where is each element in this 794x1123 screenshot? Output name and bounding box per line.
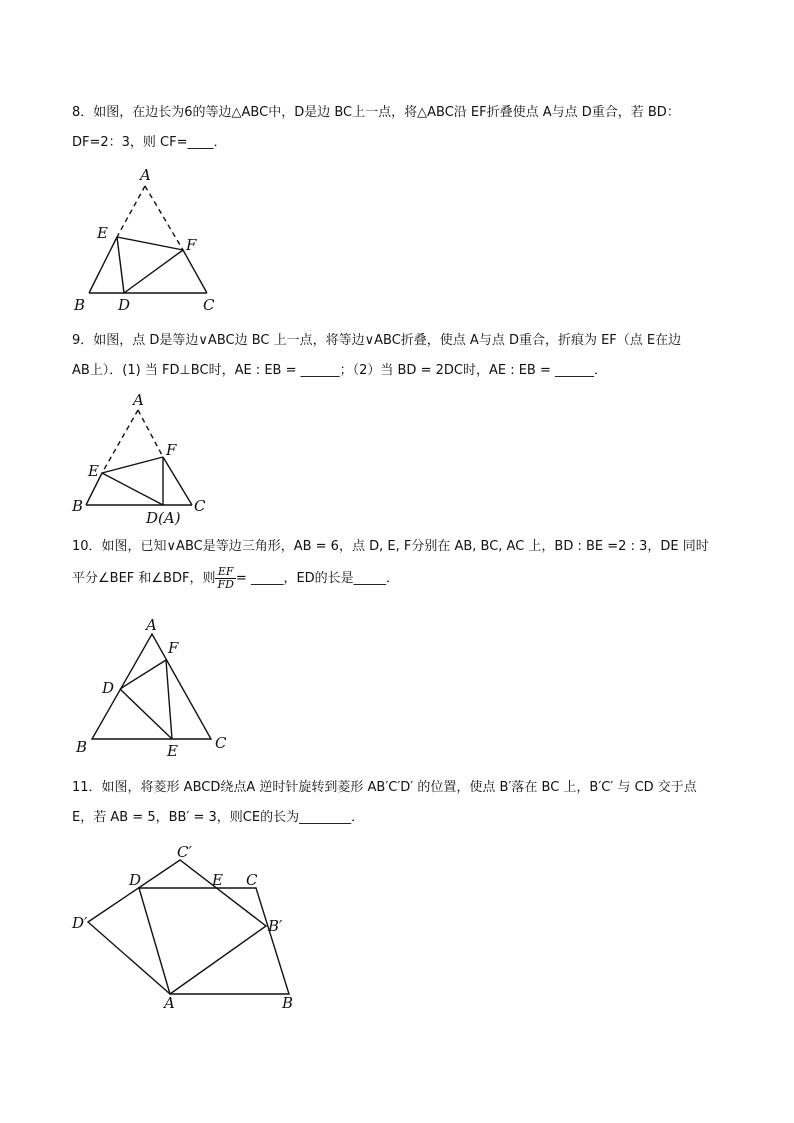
- label-f: F: [168, 639, 179, 657]
- question-8-line-1: 8．如图，在边长为6的等边△ABC中，D是边 BC上一点，将△ABC沿 EF折叠使点 A与点 D重合，若 BD：: [72, 105, 680, 120]
- question-9-line-2: AB上）．(1) 当 FD⊥BC时，AE : EB = ______；（2）当 BD = 2DC时，AE : EB = ______．: [72, 363, 607, 378]
- label-f: F: [166, 441, 177, 459]
- label-c: C: [194, 497, 206, 515]
- label-e: E: [212, 871, 223, 889]
- label-c: C: [215, 734, 227, 752]
- question-10-line-2-prefix: 平分∠BEF 和∠BDF，则: [72, 571, 216, 586]
- label-e: E: [88, 462, 99, 480]
- label-a: A: [146, 616, 157, 634]
- question-8-line-2: DF=2：3，则 CF=____．: [72, 135, 227, 150]
- label-d-a: D(A): [146, 509, 181, 527]
- label-c: C: [203, 296, 215, 314]
- rhombus-abcd: [139, 888, 289, 994]
- label-d: D: [129, 871, 142, 889]
- label-b: B: [76, 738, 88, 756]
- fraction-denominator: FD: [217, 578, 234, 591]
- rhombus-ab-prime-c-prime-d-prime: [88, 860, 266, 994]
- question-9-line-1: 9．如图，点 D是等边∨ABC边 BC 上一点，将等边∨ABC折叠，使点 A与点 D重合，折痕为 EF（点 E在边: [72, 333, 682, 348]
- question-10-line-1: 10．如图，已知∨ABC是等边三角形，AB = 6，点 D, E, F分别在 AB, BC, AC 上，BD : BE =2 : 3，DE 同时: [72, 539, 709, 554]
- label-b: B: [282, 994, 294, 1012]
- label-f: F: [186, 236, 197, 254]
- label-b: B: [72, 497, 84, 515]
- label-d: D: [118, 296, 131, 314]
- label-d-prime: D′: [72, 914, 88, 932]
- label-e: E: [97, 224, 108, 242]
- label-a: A: [133, 391, 144, 409]
- label-d: D: [102, 679, 115, 697]
- label-a: A: [140, 166, 151, 184]
- question-11-line-1: 11．如图，将菱形 ABCD绕点A 逆时针旋转到菱形 AB′C′D′ 的位置，使点 B′落在 BC 上，B′C′ 与 CD 交于点: [72, 780, 697, 795]
- question-11-line-2: E，若 AB = 5，BB′ = 3，则CE的长为________．: [72, 810, 365, 825]
- label-b-prime: B′: [268, 917, 283, 935]
- label-a: A: [164, 994, 175, 1012]
- question-10-line-2-suffix: = _____，ED的长是_____．: [235, 571, 400, 586]
- label-c: C: [246, 871, 258, 889]
- label-b: B: [74, 296, 86, 314]
- label-e: E: [167, 742, 178, 760]
- fraction-numerator: EF: [215, 566, 235, 579]
- label-c-prime: C′: [177, 843, 192, 861]
